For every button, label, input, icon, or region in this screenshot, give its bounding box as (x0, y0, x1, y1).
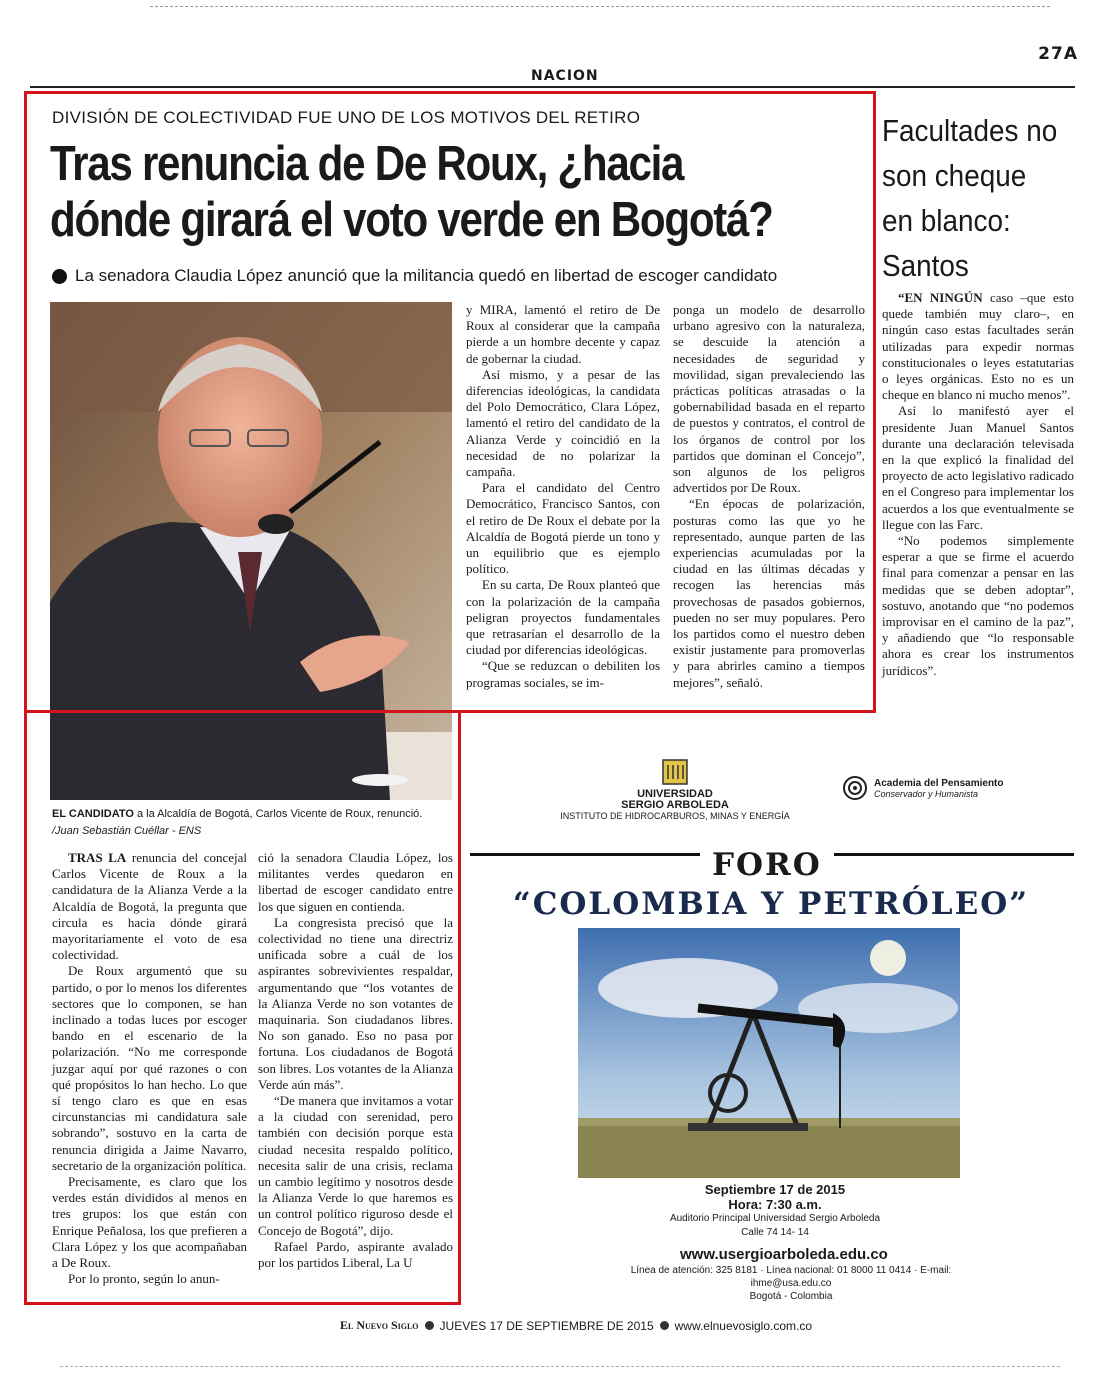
paragraph: “No podemos simplemente esperar a que se firme el acuerdo final para comenzar a pensar en las medidas que se deben adoptar”, sostuvo, anotando que “no podemos improvisar en el camino de la paz”, y añadiendo que “lo responsable ahora es crear los instrumentos jurídicos”. (882, 533, 1074, 678)
event-time: Hora: 7:30 a.m. (728, 1197, 822, 1212)
event-address: Calle 74 14- 14 (741, 1227, 809, 1238)
side-article-title (882, 108, 1062, 288)
paragraph: “Que se reduzcan o debiliten los programas sociales, se im- (466, 658, 660, 690)
paragraph: “En épocas de polarización, posturas como las que yo he representado, aunque parten de las experiencias acumuladas por la ciudad en las últimas décadas y recogen las herencias más provechosas de pasados gobiernos, pueden no ser muy populares. Pero los partidos como el nuestro deben existir justamente para promoverlas y para abrirles camino a tiempos mejores”, señaló. (673, 496, 865, 690)
side-title-line: Facultades no (882, 113, 1058, 148)
headline-line-2: dónde girará el voto verde en Bogotá? (50, 193, 773, 247)
side-title-line: son cheque (882, 158, 1027, 193)
headline-line-1: Tras renuncia de De Roux, ¿hacia (50, 137, 684, 191)
page-footer (340, 1318, 812, 1333)
paragraph: En su carta, De Roux planteó que con la polarización de la campaña peligran proyectos fundamentales que retrasarían el desarrollo de la ciudad por diferencias ideológicas. (466, 577, 660, 658)
subhead-text: La senadora Claudia López anunció que la militancia quedó en libertad de escoger candidato (75, 266, 778, 285)
ad-photo (578, 928, 960, 1178)
ad-foro-label: FORO (700, 847, 834, 883)
paragraph: La congresista precisó que la colectividad no tiene una directriz unificada sobre a cuál de los aspirantes sobrevivientes respaldar, argumentando que “los votantes de la Alianza Verde no son votantes de maquinaria. Son ciudadanos libres. No son ganado. Eso no pasa por fortuna. Los ciudadanos de Bogotá son libres. Los votantes de la Alianza Verde aún más”. (258, 914, 453, 1092)
photo-credit: /Juan Sebastián Cuéllar - ENS (52, 825, 202, 837)
contact-line: Línea de atención: 325 8181 · Línea nacional: 01 8000 11 0414 · E-mail: ihme@usa.edu.co (630, 1265, 952, 1289)
side-article-body (882, 290, 1074, 679)
side-title-line: Santos (882, 248, 969, 283)
ad-event-info (610, 1182, 940, 1240)
academy-logo (842, 775, 1004, 801)
dot-icon (425, 1321, 434, 1330)
caption-lead: EL CANDIDATO (52, 808, 134, 820)
paragraph: “De manera que invitamos a votar a la ciudad con serenidad, pero también con decisión porque esta ciudad necesita respaldo político, necesita salir de una crisis, reclama un cambio legítimo y nosotros desde la Alianza Verde lo que haremos es un control político riguroso desde el Concejo de Bogotá”, dijo. (258, 1093, 453, 1238)
dot-icon (660, 1321, 669, 1330)
academy-tagline: Conservador y Humanista (874, 788, 979, 799)
paragraph: Para el candidato del Centro Democrático, Francisco Santos, con el retiro de De Roux el debate por la Alcaldía de Bogotá pierde un tono y un equilibrio que es ejemplo político. (466, 480, 660, 577)
ad-url: www.usergioarboleda.edu.co (680, 1246, 888, 1263)
event-venue: Auditorio Principal Universidad Sergio Arboleda (669, 1213, 881, 1224)
highlight-frame-bottom (24, 713, 461, 1305)
footer-url: www.elnuevosiglo.com.co (674, 1318, 813, 1333)
top-dashed-rule (150, 6, 1050, 7)
paragraph: y MIRA, lamentó el retiro de De Roux al considerar que la campaña pierde a un hombre decente y capaz de gobernar la ciudad. (466, 302, 660, 366)
oil-pump-illustration (578, 928, 960, 1178)
caption-text: a la Alcaldía de Bogotá, Carlos Vicente de Roux, renunció. (133, 808, 423, 820)
paragraph: Por lo pronto, según lo anun- (68, 1271, 220, 1287)
lead-in: “EN NINGÚN (898, 290, 983, 305)
paragraph: Precisamente, es claro que los verdes están divididos al menos en tres grupos: los que están con Enrique Peñalosa, los que prefieren a Clara López y los que acompañaban a De Roux. (52, 1174, 247, 1271)
page-number: 27A (1038, 44, 1078, 64)
paragraph-text: renuncia del concejal Carlos Vicente de Roux a la candidatura de la Alianza Verde a la Alcaldía de Bogotá, la pregunta que circula es hacia dónde girará mayoritariamente el voto de esa colectividad. (52, 850, 247, 963)
footer-date: JUEVES 17 DE SEPTIEMBRE DE 2015 (439, 1318, 654, 1333)
footer-brand: El Nuevo Siglo (340, 1318, 419, 1332)
academy-spiral-icon (842, 775, 868, 801)
paragraph: ció la senadora Claudia López, los militantes verdes quedaron en libertad de escoger candidato entre los que siguen en contienda. (258, 850, 453, 914)
university-crest-icon (660, 757, 690, 787)
lead-in: TRAS LA (68, 850, 127, 865)
article-kicker: DIVISIÓN DE COLECTIVIDAD FUE UNO DE LOS MOTIVOS DEL RETIRO (52, 108, 641, 127)
paragraph: ponga un modelo de desarrollo urbano agresivo con la naturaleza, se descuide la atención a necesidades de seguridad y movilidad, sigan prevaleciendo las prácticas políticas atrasadas o la gobernabilidad basada en el reparto de puestos y contratos, el control de los órganos de control por los partidos que dominan el Concejo”, son algunos de los peligros advertidos por De Roux. (673, 302, 865, 496)
highlight-frame-top (24, 91, 876, 713)
contact-city: Bogotá - Colombia (749, 1291, 833, 1302)
event-date: Septiembre 17 de 2015 (704, 1182, 846, 1197)
university-logo (560, 757, 790, 821)
paragraph: Así lo manifestó ayer el presidente Juan Manuel Santos durante una declaración televisada en la que explicó la finalidad del proyecto de acto legislativo radicado en el Congreso para implementar los acuerdos a los que eventualmente se llegue con las Farc. (882, 403, 1074, 532)
section-label: NACION (531, 68, 599, 84)
paragraph: De Roux argumentó que su partido, o por lo menos los diferentes sectores que lo componen, se han inclinado a todas luces por escoger bando en el escenario de la polarización. “No me corresponde juzgar aquí por qué razones o con qué propósitos lo han hecho. Lo que sí tengo claro es que en esas circunstancias mi candidatura sale sobrando”, sostuvo en la carta de renuncia dirigida a Jaime Navarro, secretario de la organización política. (52, 963, 247, 1173)
side-title-line: en blanco: (882, 203, 1011, 238)
paragraph (882, 290, 1074, 403)
paragraph: Rafael Pardo, aspirante avalado por los partidos Liberal, La U (258, 1238, 453, 1271)
university-name-2: SERGIO ARBOLEDA (621, 799, 729, 811)
paragraph: Así mismo, y a pesar de las diferencias ideológicas, la candidata del Polo Democrático, Clara López, lamentó el retiro del candidato de la Alianza Verde y coincidió en la necesidad de no polarizar la campaña. (466, 366, 660, 480)
academy-name: Academia del Pensamiento (874, 777, 1004, 789)
institute-name: INSTITUTO DE HIDROCARBUROS, MINAS Y ENERGÍA (560, 811, 790, 821)
ad-contact (596, 1264, 986, 1303)
paragraph-text: caso –que esto quede también muy claro–, en ningún caso estas facultades serán utilizadas para expedir normas constitucionales o leyes estatutarias o leyes orgánicas. Esto no es un cheque en blanco ni mucho menos”. (882, 290, 1074, 403)
ad-title: “COLOMBIA Y PETRÓLEO” (512, 886, 1030, 922)
section-rule (30, 86, 1075, 88)
bottom-dashed-rule (60, 1366, 1060, 1367)
university-name-1: UNIVERSIDAD (637, 788, 713, 800)
